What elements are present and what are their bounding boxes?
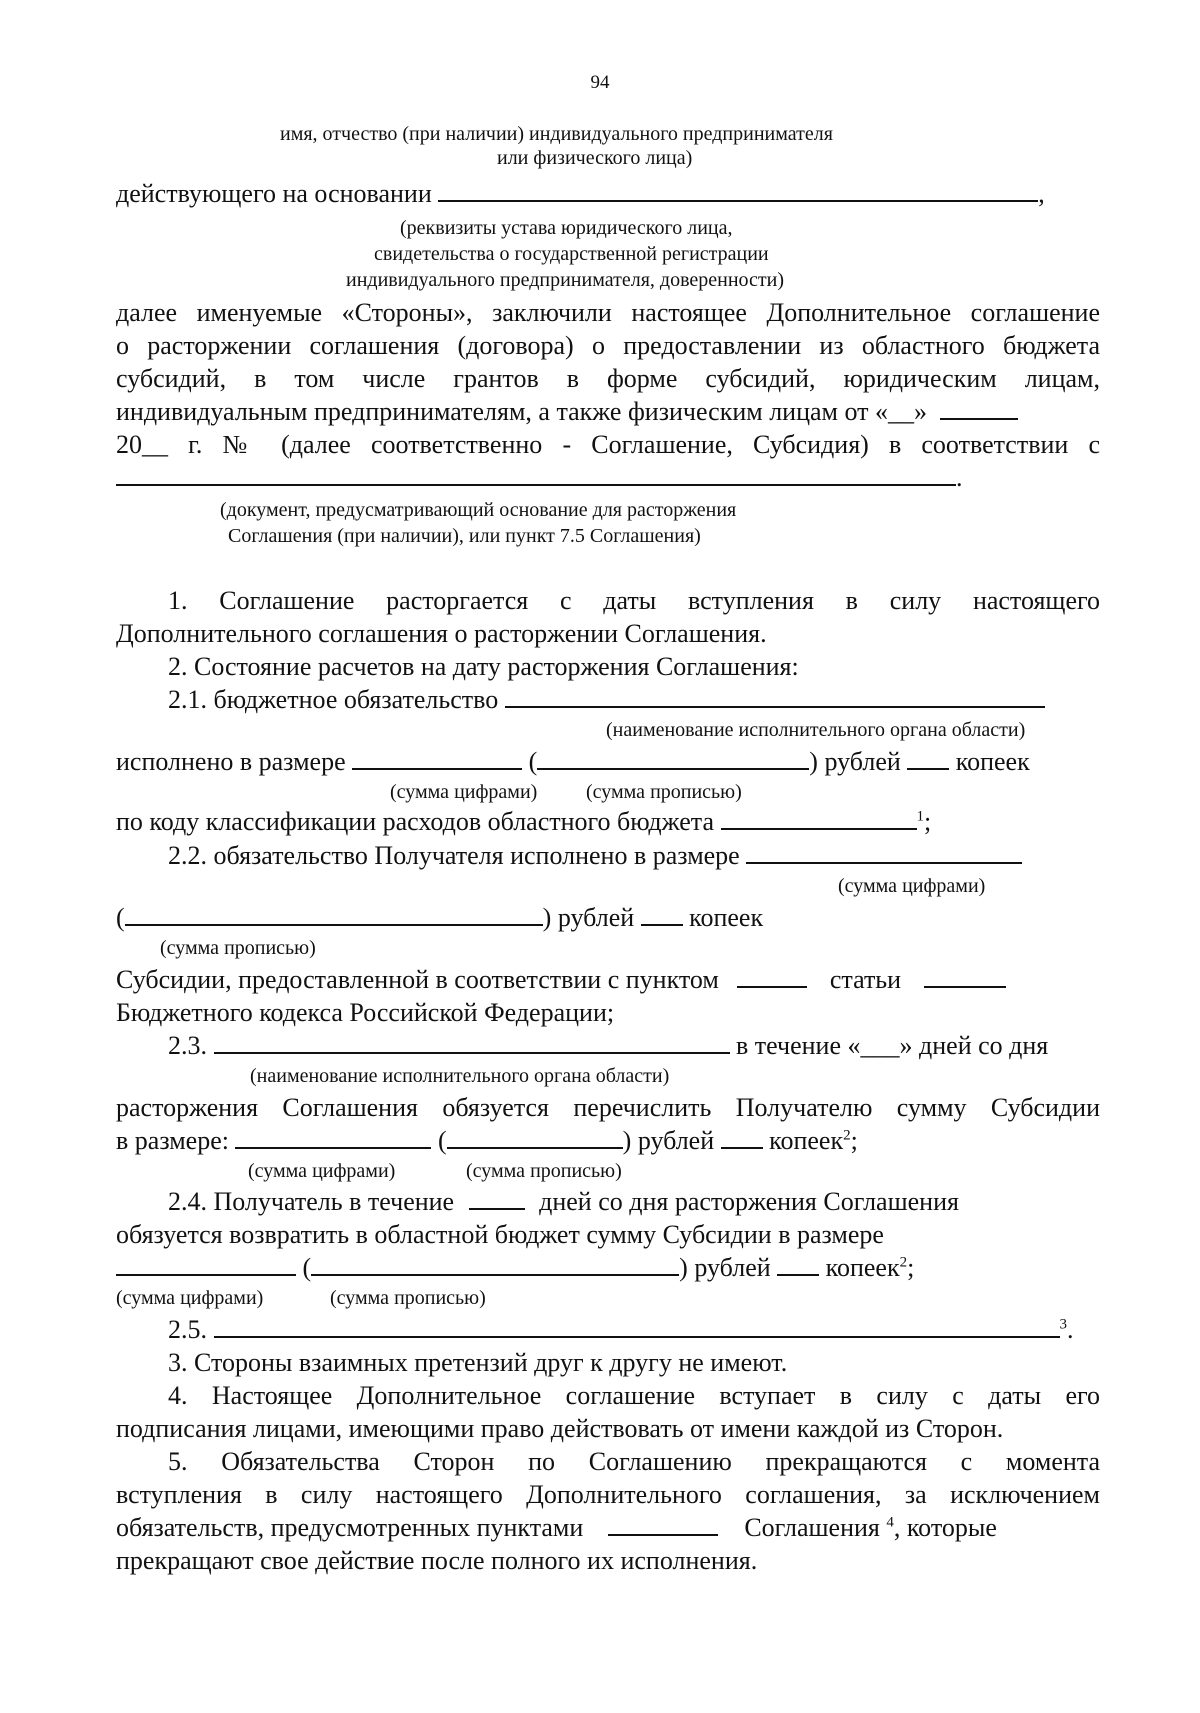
para-4-line-1: 4. Настоящее Дополнительное соглашение вступает в силу с даты его [168,1381,1100,1410]
para-5-text-c: , которые [893,1513,997,1542]
footnote-3: 3 [1059,1316,1067,1333]
paren-open: ( [528,747,538,776]
para-2-1 [116,684,1100,716]
para-5-text-a: обязательств, предусмотренных пунктами [116,1513,584,1542]
para-2-5-blank [214,1314,1060,1338]
para-2-1-text: 2.1. бюджетное обязательство [168,685,499,714]
caption-reqs-3: индивидуального предпринимателя, доверенности) [346,269,785,291]
semicolon-2: ; [850,1126,858,1155]
intro-line-3: субсидий, в том числе грантов в форме субсидий, юридическим лицам, [116,364,1100,393]
return-digits-blank [116,1252,296,1276]
kopecks-blank-4 [777,1252,819,1276]
kopecks-blank [907,746,949,770]
point-blank [737,964,807,988]
para-2-2 [116,840,1100,872]
acting-basis-label: действующего на основании [116,179,432,208]
recipient-sum-blank [746,840,1022,864]
kopecks-label-2: копеек [689,903,764,932]
para-2-2-article [116,964,1100,996]
caption-doc-2: Соглашения (при наличии), или пункт 7.5 Соглашения) [228,525,701,547]
caption-doc-1: (документ, предусматривающий основание для расторжения [220,499,737,521]
para-5-line-3 [116,1512,1100,1544]
article-text: Субсидии, предоставленной в соответствии с пунктом [116,965,719,994]
acting-basis-line [116,178,1100,210]
para-5-line-2: вступления в силу настоящего Дополнительного соглашения, за исключением [116,1480,1100,1509]
kopecks-label-3: копеек [769,1126,844,1155]
caption-organ-2: (наименование исполнительного органа области) [250,1065,670,1087]
paren-open-2: ( [116,903,125,932]
intro-line-5: 20__ г. № (далее соответственно - Соглашение, Субсидия) в соответствии с [116,430,1100,459]
code-label: по коду классификации расходов областного бюджета [116,807,714,836]
para-2: 2. Состояние расчетов на дату расторжения Соглашения: [168,652,799,681]
recipient-words-blank [125,902,543,926]
intro-line-2: о расторжении соглашения (договора) о предоставлении из областного бюджета [116,331,1100,360]
return-words-blank [311,1252,679,1276]
para-2-3-num: 2.3. [168,1031,207,1060]
para-2-2-text: 2.2. обязательство Получателя исполнено в размере [168,841,740,870]
article-blank [924,964,1006,988]
para-2-4 [116,1186,1100,1218]
caption-sum-digits-3: (сумма цифрами) [248,1160,396,1182]
caption-reqs-2: свидетельства о государственной регистрации [374,243,769,265]
obligation-blank [505,684,1045,708]
para-1-line-2: Дополнительного соглашения о расторжении Соглашения. [116,619,767,648]
rubles-label-4: ) рублей [679,1253,771,1282]
para-2-3-line-2: расторжения Соглашения обязуется перечислить Получателю сумму Субсидии [116,1093,1100,1122]
organ-blank [214,1030,730,1054]
amount-label: исполнено в размере [116,747,346,776]
caption-sum-words-1: (сумма прописью) [586,781,742,803]
footnote-2b: 2 [899,1254,908,1271]
basis-blank [438,178,1038,202]
para-2-4-text-b: дней со дня расторжения Соглашения [539,1187,959,1216]
points-blank [608,1512,718,1536]
caption-fio-1: имя, отчество (при наличии) индивидуального предпринимателя [280,123,833,145]
para-1-line-1: 1. Соглашение расторгается с даты вступления в силу настоящего [168,586,1100,615]
kopecks-label: копеек [955,747,1030,776]
caption-sum-words-4: (сумма прописью) [330,1287,486,1309]
date-blank [940,396,1018,420]
para-5-line-4: прекращают свое действие после полного их исполнения. [116,1546,758,1575]
sum-words-blank [537,746,809,770]
rubles-label: ) рублей [809,747,901,776]
para-5-text-b: Соглашения [744,1513,880,1542]
para-2-2-code-rf: Бюджетного кодекса Российской Федерации; [116,998,615,1027]
intro-line-4-text: индивидуальным предпринимателям, а также физическим лицам от «__» [116,397,928,426]
intro-line-1: далее именуемые «Стороны», заключили настоящее Дополнительное соглашение [116,298,1100,327]
para-3: 3. Стороны взаимных претензий друг к другу не имеют. [168,1348,788,1377]
caption-fio-2: или физического лица) [497,147,693,169]
semicolon-3: ; [907,1253,915,1282]
basis-doc-line [116,462,1100,494]
comma: , [1038,179,1045,208]
para-2-3-term: в течение «___» дней со дня [736,1031,1049,1060]
kopecks-label-4: копеек [825,1253,900,1282]
para-2-1-code [116,806,1100,838]
transfer-words-blank [447,1125,623,1149]
para-2-5-num: 2.5. [168,1315,207,1344]
para-5-line-1: 5. Обязательства Сторон по Соглашению прекращаются с момента [168,1447,1100,1476]
basis-doc-blank [116,462,956,486]
para-2-3 [116,1030,1100,1062]
para-2-4-text-a: 2.4. Получатель в течение [168,1187,455,1216]
footnote-1: 1 [916,808,924,825]
intro-line-4 [116,396,1100,428]
caption-sum-words-2: (сумма прописью) [160,937,316,959]
caption-reqs-1: (реквизиты устава юридического лица, [400,217,733,239]
article-label: статьи [829,965,902,994]
page-number: 94 [590,72,610,93]
code-blank [721,806,917,830]
rubles-label-2: ) рублей [542,903,635,932]
paren-open-4: ( [302,1253,312,1282]
kopecks-blank-2 [641,902,683,926]
para-2-3-amount [116,1125,1100,1157]
para-2-1-amount [116,746,1100,778]
semicolon: ; [924,807,932,836]
rubles-label-3: ) рублей [622,1126,715,1155]
transfer-digits-blank [235,1125,431,1149]
days-blank [469,1186,525,1210]
sum-digits-blank [352,746,522,770]
para-2-5 [116,1314,1100,1346]
caption-sum-digits-2: (сумма цифрами) [838,875,986,897]
para-2-2-words [116,902,1100,934]
period-2: . [1067,1315,1074,1344]
caption-sum-digits-4: (сумма цифрами) [116,1287,264,1309]
para-4-line-2: подписания лицами, имеющими право действовать от имени каждой из Сторон. [116,1414,1004,1443]
caption-sum-digits-1: (сумма цифрами) [390,781,538,803]
kopecks-blank-3 [721,1125,763,1149]
footnote-4: 4 [886,1514,894,1531]
size-label: в размере: [116,1126,229,1155]
caption-sum-words-3: (сумма прописью) [466,1160,622,1182]
caption-organ-1: (наименование исполнительного органа области) [606,719,1026,741]
footnote-2: 2 [843,1127,851,1144]
paren-open-3: ( [437,1126,447,1155]
para-2-4-line-2: обязуется возвратить в областной бюджет сумму Субсидии в размере [116,1220,884,1249]
period: . [956,463,963,492]
para-2-4-amount [116,1252,1100,1284]
